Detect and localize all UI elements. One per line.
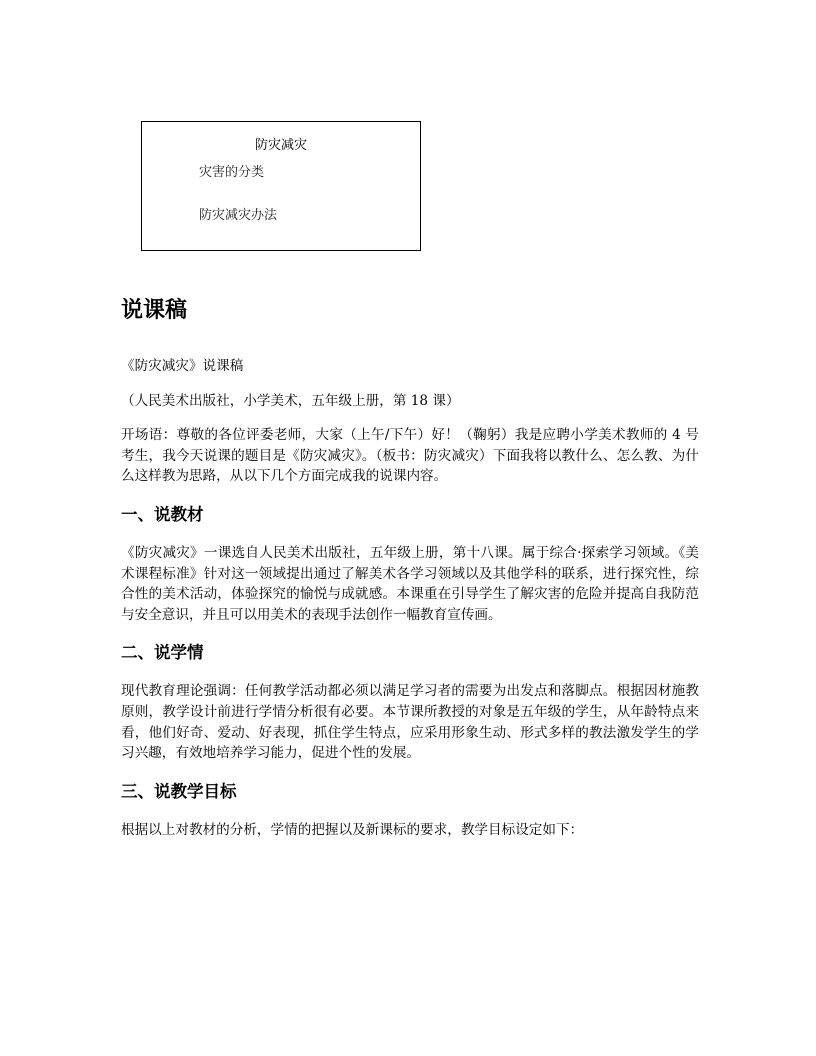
section-text-students: 现代教育理论强调：任何教学活动都必须以满足学习者的需要为出发点和落脚点。根据因材施教原则，教学设计前进行学情分析很有必要。本节课所教授的对象是五年级的学生，从年龄特点来看，他们好奇、爱动、好表现，抓住学生特点，应采用形象生动、形式多样的教法激发学生的学习兴趣，有效地培养学习能力，促进个性的发展。 — [121, 683, 699, 762]
section-text-textbook: 《防灾减灾》一课选自人民美术出版社，五年级上册，第十八课。属于综合·探索学习领域。《美术课程标准》针对这一领域提出通过了解美术各学习领域以及其他学科的联系，进行探究性，综合性的美术活动，体验探究的愉悦与成就感。本课重在引导学生了解灾害的危险并提高自我防范与安全意识，并且可以用美术的表现手法创作一幅教育宣传画。 — [121, 544, 699, 623]
opening-paragraph: 开场语：尊敬的各位评委老师，大家（上午/下午）好！（鞠躬）我是应聘小学美术教师的 4 号考生，我今天说课的题目是《防灾减灾》。（板书：防灾减灾）下面我将以教什么、怎么教、为什么这样教为思路，从以下几个方面完成我的说课内容。 — [121, 427, 699, 485]
lesson-title: 《防灾减灾》说课稿 — [121, 358, 244, 374]
document-body — [121, 292, 699, 854]
section-heading-textbook: 一、说教材 — [121, 504, 204, 524]
section-text-objectives: 根据以上对教材的分析，学情的把握以及新课标的要求，教学目标设定如下： — [121, 821, 584, 838]
lesson-source: （人民美术出版社，小学美术，五年级上册，第 18 课） — [121, 392, 460, 409]
section-heading-objectives: 三、说教学目标 — [121, 781, 237, 801]
document-title: 说课稿 — [121, 298, 188, 323]
board-item: 防灾减灾办法 — [199, 208, 278, 223]
section-heading-students: 二、说学情 — [121, 643, 204, 663]
blackboard-plan — [141, 121, 421, 251]
board-item: 灾害的分类 — [199, 165, 265, 180]
board-title: 防灾减灾 — [254, 138, 307, 153]
